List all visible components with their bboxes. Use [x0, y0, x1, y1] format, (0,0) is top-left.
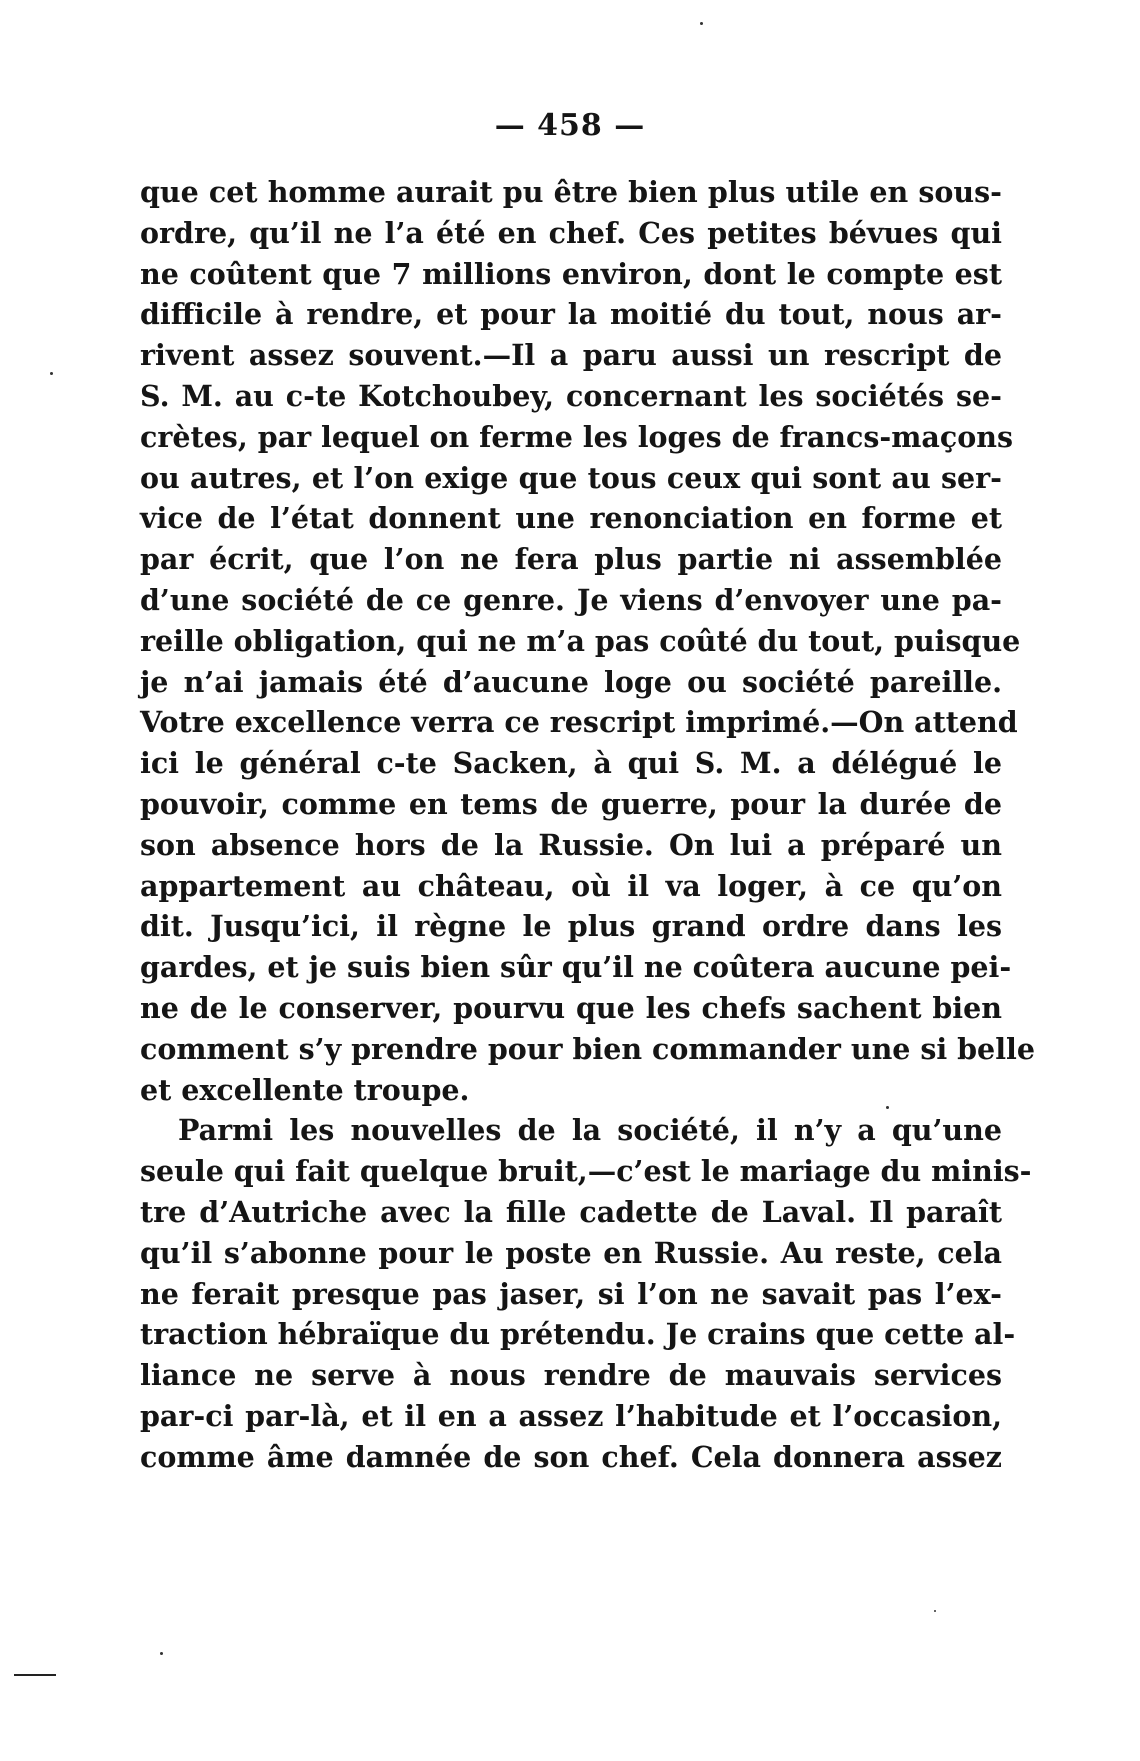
text-line-paragraph-start: Parmi les nouvelles de la société, il n’y a qu’une [178, 1113, 1002, 1148]
text-line: liance ne serve à nous rendre de mauvais services [140, 1358, 1002, 1393]
scan-speck [700, 22, 703, 25]
text-line: vice de l’état donnent une renonciation en forme et [140, 501, 1002, 536]
text-line: par écrit, que l’on ne fera plus partie ni assemblée [140, 542, 1002, 577]
text-line: tre d’Autriche avec la fille cadette de Laval. Il paraît [140, 1194, 1002, 1229]
text-line: ne de le conserver, pourvu que les chefs sachent bien [140, 990, 1002, 1025]
page-number: — 458 — [494, 108, 646, 143]
text-line: dit. Jusqu’ici, il règne le plus grand ordre dans les [140, 909, 1002, 944]
text-line: d’une société de ce genre. Je viens d’envoyer une pa- [140, 582, 1002, 617]
text-line: ordre, qu’il ne l’a été en chef. Ces petites bévues qui [140, 215, 1002, 250]
scan-mark [14, 1674, 56, 1676]
text-line: gardes, et je suis bien sûr qu’il ne coûtera aucune pei- [140, 950, 1012, 985]
text-line: traction hébraïque du prétendu. Je crains que cette al- [140, 1317, 1016, 1352]
text-line: rivent assez souvent.—Il a paru aussi un rescript de [140, 338, 1002, 373]
text-line: difficile à rendre, et pour la moitié du tout, nous ar- [140, 297, 1002, 332]
text-line: seule qui fait quelque bruit,—c’est le mariage du minis- [140, 1154, 1032, 1189]
scan-speck [886, 1106, 889, 1109]
text-line-paragraph-end: et excellente troupe. [140, 1072, 470, 1107]
text-line: que cet homme aurait pu être bien plus utile en sous- [140, 175, 1002, 209]
text-line: ne coûtent que 7 millions environ, dont le compte est [140, 256, 1002, 291]
text-line: Votre excellence verra ce rescript imprimé.—On attend [140, 705, 1018, 740]
text-line: qu’il s’abonne pour le poste en Russie. Au reste, cela [140, 1235, 1002, 1270]
text-line: par-ci par-là, et il en a assez l’habitude et l’occasion, [140, 1398, 1002, 1433]
text-line: crètes, par lequel on ferme les loges de francs-maçons [140, 419, 1013, 454]
text-line: ici le général c-te Sacken, à qui S. M. a délégué le [140, 746, 1002, 781]
text-line: pouvoir, comme en tems de guerre, pour la durée de [140, 786, 1002, 821]
text-line: reille obligation, qui ne m’a pas coûté du tout, puisque [140, 623, 1021, 658]
text-line: son absence hors de la Russie. On lui a préparé un [140, 827, 1002, 862]
text-line: comme âme damnée de son chef. Cela donnera assez [140, 1439, 1002, 1474]
text-line: ou autres, et l’on exige que tous ceux qui sont au ser- [140, 460, 1002, 495]
text-line: appartement au château, où il va loger, à ce qu’on [140, 868, 1002, 903]
body-text [140, 172, 1035, 1478]
text-line: comment s’y prendre pour bien commander une si belle [140, 1031, 1035, 1066]
text-line: je n’ai jamais été d’aucune loge ou société pareille. [140, 664, 1002, 699]
text-line: S. M. au c-te Kotchoubey, concernant les sociétés se- [140, 378, 1002, 413]
scan-speck [160, 1652, 163, 1655]
scan-speck [50, 372, 53, 375]
text-line: ne ferait presque pas jaser, si l’on ne savait pas l’ex- [140, 1276, 1002, 1311]
scan-speck [934, 1610, 936, 1612]
